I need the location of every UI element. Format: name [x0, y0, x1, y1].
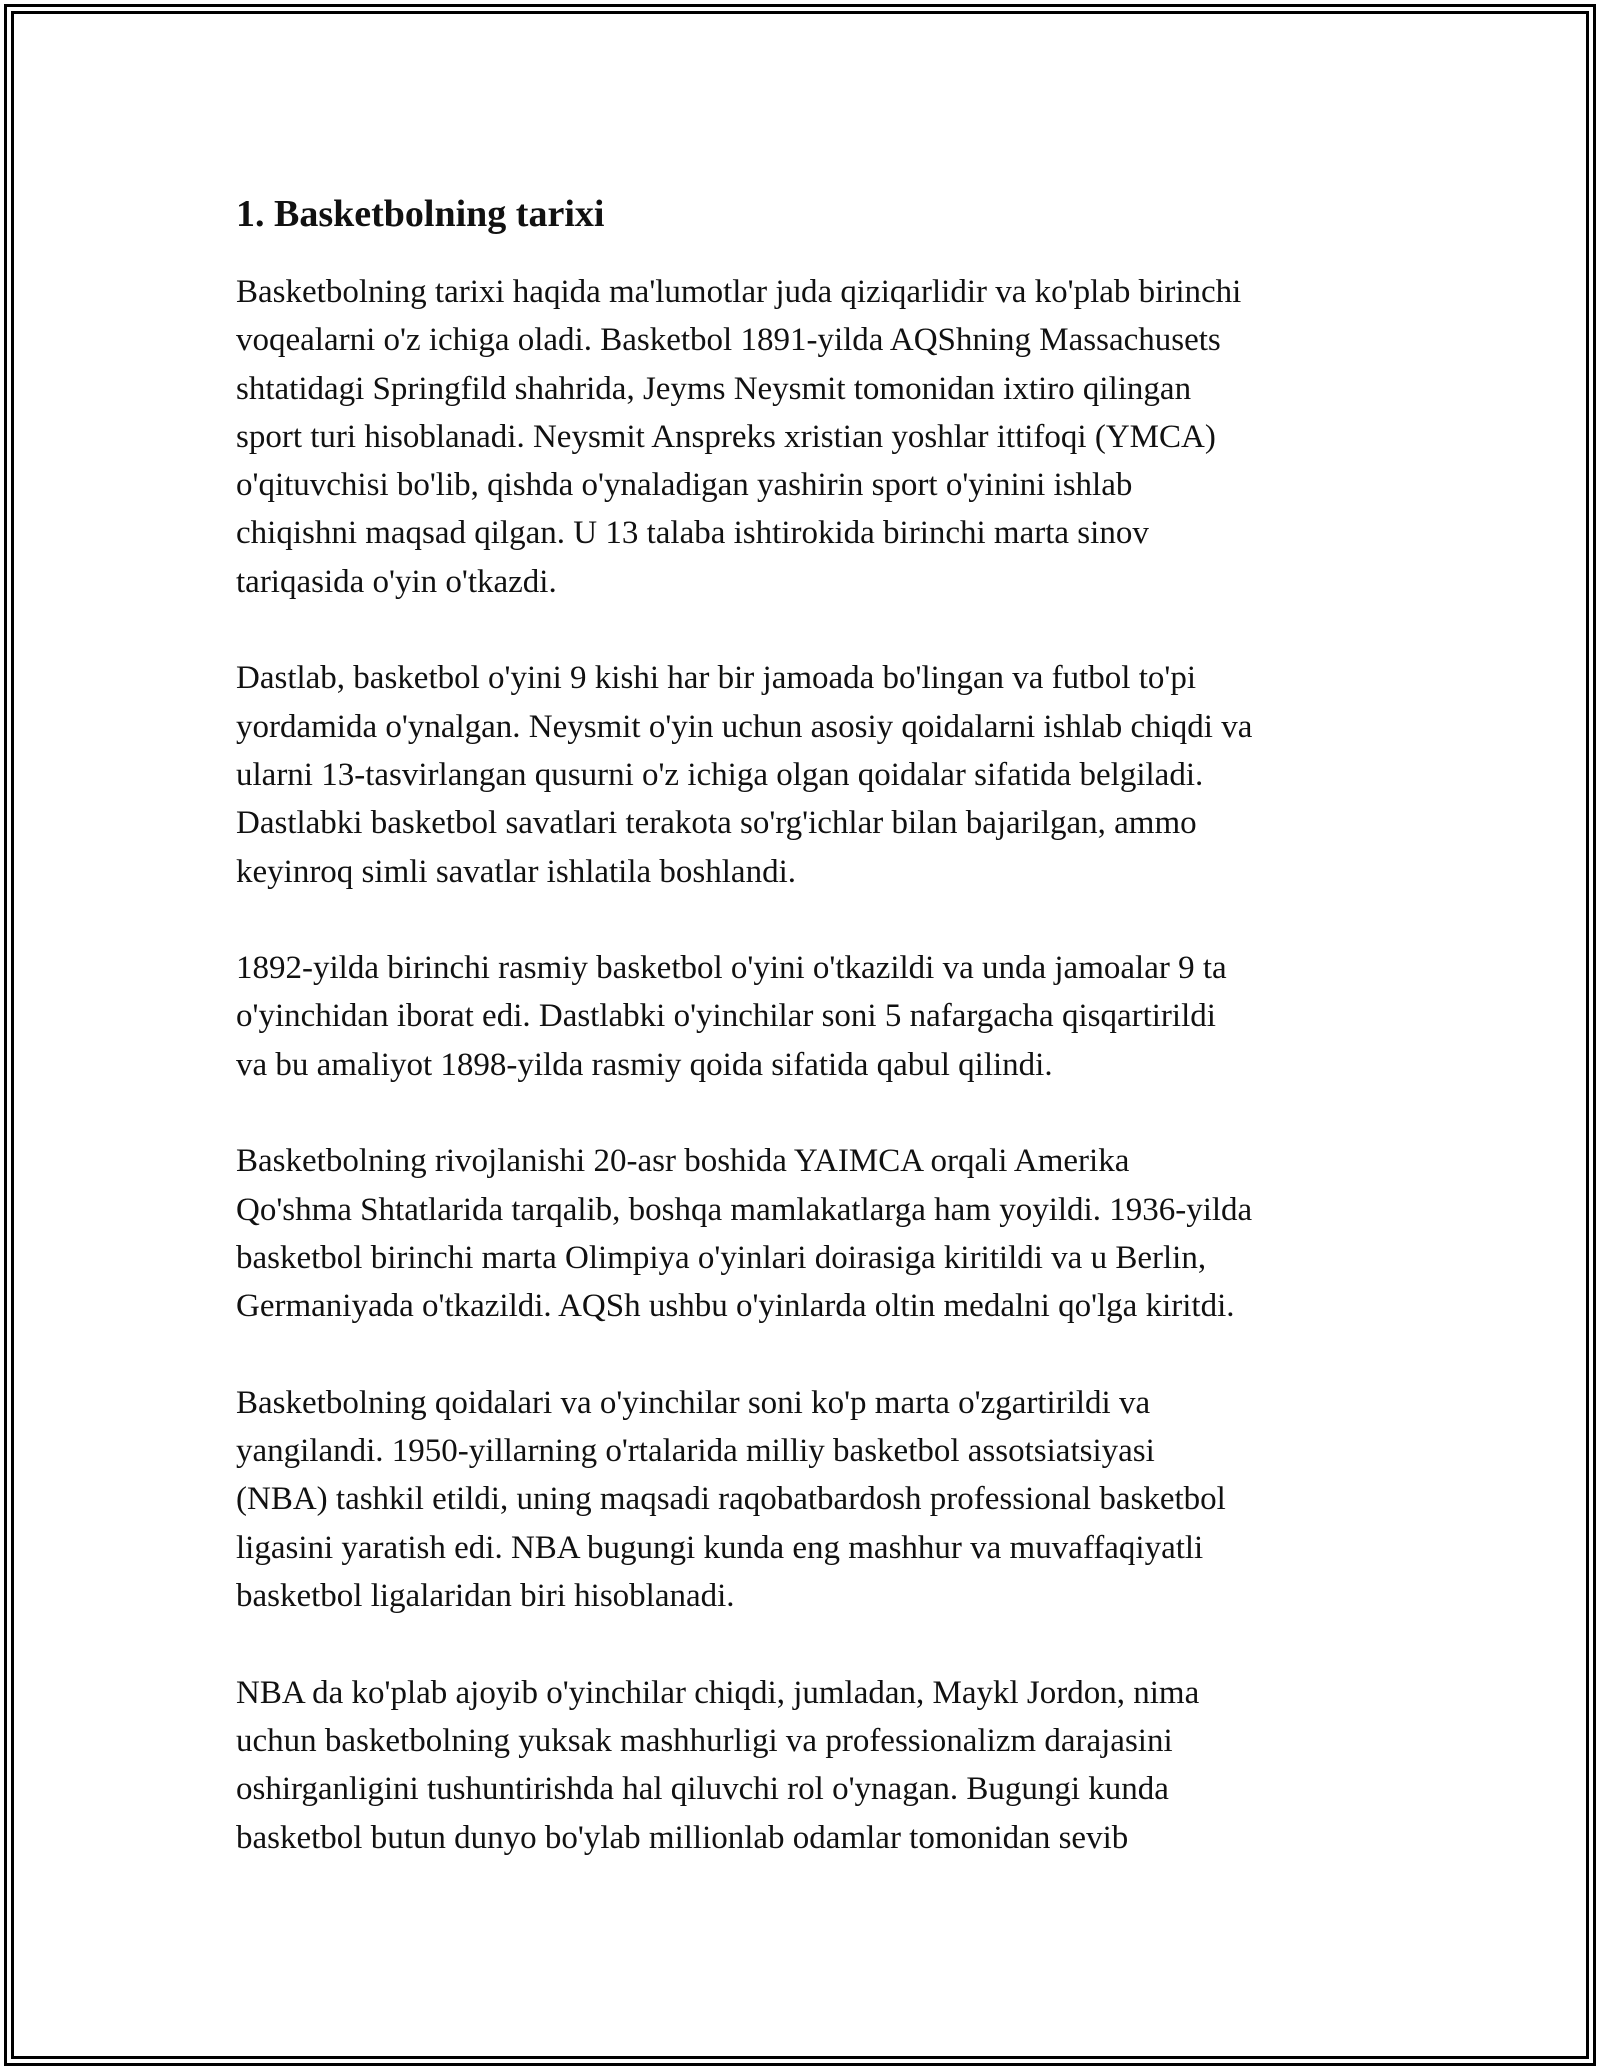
text-line: 1892-yilda birinchi rasmiy basketbol o'yini o'tkazildi va unda jamoalar 9 ta [236, 950, 1227, 987]
text-line: yordamida o'ynalgan. Neysmit o'yin uchun asosiy qoidalarni ishlab chiqdi va [236, 708, 1253, 745]
text-line: o'yinchidan iborat edi. Dastlabki o'yinchilar soni 5 nafargacha qisqartirildi [236, 998, 1216, 1035]
text-line: ligasini yaratish edi. NBA bugungi kunda eng mashhur va muvaffaqiyatli [236, 1529, 1204, 1566]
text-line: shtatidagi Springfild shahrida, Jeyms Neysmit tomonidan ixtiro qilingan [236, 370, 1192, 407]
paragraph [236, 1379, 1376, 1620]
paragraph [236, 654, 1376, 895]
text-line: basketbol butun dunyo bo'ylab millionlab odamlar tomonidan sevib [236, 1819, 1129, 1856]
text-line: Basketbolning qoidalari va o'yinchilar soni ko'p marta o'zgartirildi va [236, 1384, 1151, 1421]
page-title: 1. Basketbolning tarixi [236, 193, 605, 235]
paragraph [236, 268, 1376, 606]
text-line: chiqishni maqsad qilgan. U 13 talaba ishtirokida birinchi marta sinov [236, 515, 1149, 552]
text-line: ularni 13-tasvirlangan qusurni o'z ichiga olgan qoidalar sifatida belgiladi. [236, 756, 1204, 793]
text-line: o'qituvchisi bo'lib, qishda o'ynaladigan yashirin sport o'yinini ishlab [236, 467, 1133, 504]
text-line: yangilandi. 1950-yillarning o'rtalarida milliy basketbol assotsiatsiyasi [236, 1433, 1155, 1470]
paragraph [236, 944, 1376, 1089]
paragraph [236, 1137, 1376, 1330]
text-line: basketbol ligalaridan biri hisoblanadi. [236, 1578, 735, 1615]
text-line: oshirganligini tushuntirishda hal qiluvchi rol o'ynagan. Bugungi kunda [236, 1771, 1169, 1808]
text-line: tariqasida o'yin o'tkazdi. [236, 563, 557, 600]
text-line: Qo'shma Shtatlarida tarqalib, boshqa mamlakatlarga ham yoyildi. 1936-yilda [236, 1191, 1253, 1228]
text-line: Basketbolning rivojlanishi 20-asr boshida YAIMCA orqali Amerika [236, 1143, 1130, 1180]
text-line: Dastlabki basketbol savatlari terakota so'rg'ichlar bilan bajarilgan, ammo [236, 805, 1197, 842]
text-line: basketbol birinchi marta Olimpiya o'yinlari doirasiga kiritildi va u Berlin, [236, 1239, 1207, 1276]
text-line: sport turi hisoblanadi. Neysmit Anspreks xristian yoshlar ittifoqi (YMCA) [236, 418, 1216, 455]
text-line: Basketbolning tarixi haqida ma'lumotlar juda qiziqarlidir va ko'plab birinchi [236, 274, 1242, 310]
text-line: NBA da ko'plab ajoyib o'yinchilar chiqdi, jumladan, Maykl Jordon, nima [236, 1674, 1200, 1711]
text-line: voqealarni o'z ichiga oladi. Basketbol 1891-yilda AQShning Massachusets [236, 322, 1221, 359]
text-line: Dastlab, basketbol o'yini 9 kishi har bir jamoada bo'lingan va futbol to'pi [236, 660, 1196, 697]
text-line: (NBA) tashkil etildi, uning maqsadi raqobatbardosh professional basketbol [236, 1481, 1226, 1518]
text-line: uchun basketbolning yuksak mashhurligi va professionalizm darajasini [236, 1722, 1173, 1759]
text-line: Germaniyada o'tkazildi. AQSh ushbu o'yinlarda oltin medalni qo'lga kiritdi. [236, 1288, 1235, 1325]
text-line: keyinroq simli savatlar ishlatila boshlandi. [236, 853, 796, 890]
text-line: va bu amaliyot 1898-yilda rasmiy qoida sifatida qabul qilindi. [236, 1046, 1053, 1083]
paragraph [236, 1669, 1376, 1862]
document-body [236, 190, 1376, 1910]
